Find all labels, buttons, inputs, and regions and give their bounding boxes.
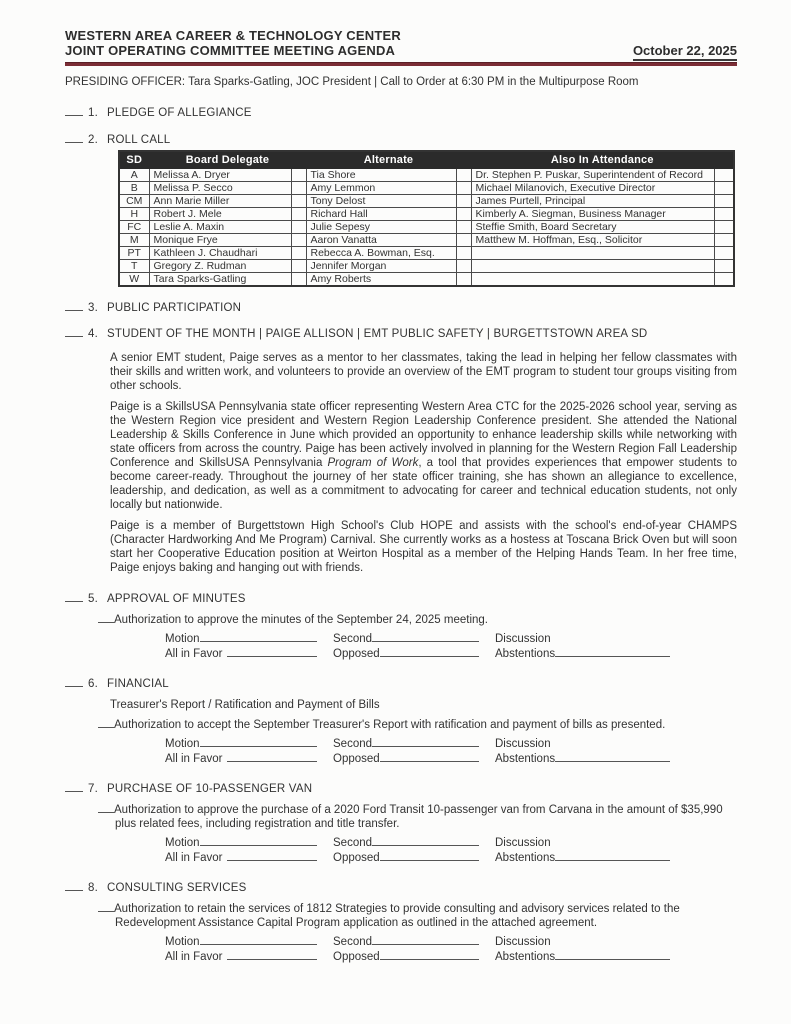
table-row <box>119 220 734 233</box>
blank-line <box>372 632 479 642</box>
item-number: 3. <box>88 301 98 314</box>
item-title: PUBLIC PARTICIPATION <box>107 301 242 314</box>
mark-cell <box>456 246 471 259</box>
delegate-cell: Melissa P. Secco <box>149 181 291 194</box>
student-paragraph-3: Paige is a member of Burgettstown High School's Club HOPE and assists with the school's end-of-year CHAMPS (Character Hardworking And Me Program) Carnival. She currently works as a hostess at Toscana Brick Oven but will soon start her Cooperative Education position at Weirton Hospital as a member of the Helping Hands Team. In her free time, Paige enjoys baking and hanging out with friends. <box>110 519 737 574</box>
agenda-item-van-purchase <box>65 782 737 795</box>
authorization-text: Authorization to approve the purchase of a 2020 Ford Transit 10-passenger van from Carvana in the amount of $35,990 plus related fees, including registration and title transfer. <box>114 803 723 830</box>
treasurers-report-line: Treasurer's Report / Ratification and Payment of Bills <box>110 698 380 711</box>
item-number: 4. <box>88 327 98 340</box>
paragraph-text: Paige is a SkillsUSA Pennsylvania state officer representing Western Area CTC for the 2025-2026 school year, serving as the Western Region vice president and Western Region Leadership Conference president. She attended the National Leadership & Skills Conference in June which provided an opportunity to enhance leadership skills while networking with state officers from across the country. Paige has been actively involved in planning for the Western Region Fall Leadership Conference and SkillsUSA Pennsylvania <box>110 400 737 469</box>
blank-line <box>200 836 317 846</box>
student-paragraph-2 <box>110 400 737 512</box>
table-row <box>119 272 734 286</box>
attendance-cell <box>471 246 714 259</box>
second-label: Second <box>333 632 373 645</box>
delegate-cell: Leslie A. Maxin <box>149 220 291 233</box>
motion-block-consulting <box>165 935 670 965</box>
motion-block-van <box>165 836 670 866</box>
item-title: CONSULTING SERVICES <box>107 881 247 894</box>
attendance-cell: Dr. Stephen P. Puskar, Superintendent of Record <box>471 168 714 181</box>
alternate-cell: Jennifer Morgan <box>306 259 456 272</box>
motion-label: Motion <box>165 737 200 750</box>
authorization-text: Authorization to retain the services of 1812 Strategies to provide consulting and advisory services related to the Redevelopment Assistance Capital Program application as outlined in the attached agreement. <box>114 902 680 929</box>
alternate-cell: Rebecca A. Bowman, Esq. <box>306 246 456 259</box>
mark-cell <box>291 168 306 181</box>
item-number: 5. <box>88 592 98 605</box>
authorization-text: Authorization to approve the minutes of the September 24, 2025 meeting. <box>114 613 488 626</box>
attendance-cell: James Purtell, Principal <box>471 194 714 207</box>
mark-cell <box>456 272 471 286</box>
blank-line <box>555 851 670 861</box>
blank-line <box>65 881 83 891</box>
item-title: APPROVAL OF MINUTES <box>107 592 246 605</box>
header-divider-rule <box>65 62 737 66</box>
blank-line <box>65 677 83 687</box>
table-row <box>119 207 734 220</box>
discussion-label: Discussion <box>495 737 551 750</box>
mark-cell <box>291 233 306 246</box>
mark-cell <box>714 207 734 220</box>
item-number: 1. <box>88 107 98 119</box>
page-title-line1: WESTERN AREA CAREER & TECHNOLOGY CENTER <box>65 28 401 43</box>
mark-cell <box>714 246 734 259</box>
blank-line <box>65 301 83 311</box>
discussion-label: Discussion <box>495 632 551 645</box>
mark-cell <box>291 246 306 259</box>
blank-line <box>227 752 317 762</box>
agenda-item-financial <box>65 677 737 690</box>
presiding-officer-line: PRESIDING OFFICER: Tara Sparks-Gatling, JOC President | Call to Order at 6:30 PM in the Multipurpose Room <box>65 76 639 88</box>
all-in-favor-label: All in Favor <box>165 851 223 864</box>
alternate-cell: Amy Roberts <box>306 272 456 286</box>
blank-line <box>65 106 83 116</box>
agenda-item-consulting <box>65 881 737 894</box>
mark-cell <box>714 259 734 272</box>
abstentions-label: Abstentions <box>495 851 556 864</box>
attendance-cell <box>471 272 714 286</box>
authorization-minutes <box>98 613 740 627</box>
sd-cell: A <box>119 168 149 181</box>
attendance-cell: Michael Milanovich, Executive Director <box>471 181 714 194</box>
blank-line <box>65 133 83 143</box>
table-header-row <box>119 151 734 168</box>
col-header-alternate: Alternate <box>306 151 471 168</box>
blank-line <box>200 737 317 747</box>
mark-cell <box>291 259 306 272</box>
blank-line <box>227 950 317 960</box>
motion-label: Motion <box>165 632 200 645</box>
item-title: STUDENT OF THE MONTH | PAIGE ALLISON | EMT PUBLIC SAFETY | BURGETTSTOWN AREA SD <box>107 327 648 340</box>
col-header-delegate: Board Delegate <box>149 151 306 168</box>
item-number: 7. <box>88 782 98 795</box>
delegate-cell: Ann Marie Miller <box>149 194 291 207</box>
item-number: 2. <box>88 134 98 146</box>
attendance-cell: Steffie Smith, Board Secretary <box>471 220 714 233</box>
mark-cell <box>714 220 734 233</box>
second-label: Second <box>333 737 373 750</box>
blank-line <box>98 804 114 813</box>
meeting-date: October 22, 2025 <box>633 43 737 61</box>
item-number: 8. <box>88 881 98 894</box>
attendance-cell: Matthew M. Hoffman, Esq., Solicitor <box>471 233 714 246</box>
mark-cell <box>456 168 471 181</box>
blank-line <box>380 647 479 657</box>
col-header-attendance: Also In Attendance <box>471 151 734 168</box>
opposed-label: Opposed <box>333 950 380 963</box>
motion-label: Motion <box>165 836 200 849</box>
blank-line <box>555 752 670 762</box>
discussion-label: Discussion <box>495 836 551 849</box>
blank-line <box>380 950 479 960</box>
delegate-cell: Tara Sparks-Gatling <box>149 272 291 286</box>
sd-cell: CM <box>119 194 149 207</box>
blank-line <box>372 737 479 747</box>
sd-cell: PT <box>119 246 149 259</box>
mark-cell <box>714 181 734 194</box>
sd-cell: W <box>119 272 149 286</box>
agenda-item-approval-of-minutes <box>65 592 737 605</box>
delegate-cell: Melissa A. Dryer <box>149 168 291 181</box>
delegate-cell: Monique Frye <box>149 233 291 246</box>
blank-line <box>200 632 317 642</box>
blank-line <box>227 647 317 657</box>
mark-cell <box>456 181 471 194</box>
student-paragraph-1: A senior EMT student, Paige serves as a mentor to her classmates, taking the lead in helping her fellow classmates with their skills and written work, and volunteers to provide an overview of the EMT program to student tour groups visiting from other schools. <box>110 351 737 392</box>
mark-cell <box>456 233 471 246</box>
agenda-item-roll-call <box>65 133 737 146</box>
discussion-label: Discussion <box>495 935 551 948</box>
item-title: PLEDGE OF ALLEGIANCE <box>107 107 252 119</box>
item-title: ROLL CALL <box>107 134 171 146</box>
all-in-favor-label: All in Favor <box>165 647 223 660</box>
table-row <box>119 246 734 259</box>
opposed-label: Opposed <box>333 851 380 864</box>
abstentions-label: Abstentions <box>495 752 556 765</box>
mark-cell <box>291 194 306 207</box>
item-title: FINANCIAL <box>107 677 169 690</box>
mark-cell <box>714 272 734 286</box>
table-row <box>119 168 734 181</box>
blank-line <box>555 950 670 960</box>
sd-cell: M <box>119 233 149 246</box>
roll-call-table <box>118 150 735 287</box>
italic-phrase: Program of Work <box>327 456 419 469</box>
sd-cell: H <box>119 207 149 220</box>
item-title: PURCHASE OF 10-PASSENGER VAN <box>107 782 313 795</box>
blank-line <box>98 614 114 623</box>
delegate-cell: Kathleen J. Chaudhari <box>149 246 291 259</box>
alternate-cell: Richard Hall <box>306 207 456 220</box>
authorization-financial <box>98 718 740 732</box>
mark-cell <box>456 220 471 233</box>
col-header-sd: SD <box>119 151 149 168</box>
abstentions-label: Abstentions <box>495 647 556 660</box>
item-number: 6. <box>88 677 98 690</box>
agenda-item-public-participation <box>65 301 737 314</box>
blank-line <box>372 836 479 846</box>
motion-block-financial <box>165 737 670 767</box>
sd-cell: B <box>119 181 149 194</box>
all-in-favor-label: All in Favor <box>165 752 223 765</box>
mark-cell <box>714 233 734 246</box>
blank-line <box>65 782 83 792</box>
alternate-cell: Aaron Vanatta <box>306 233 456 246</box>
mark-cell <box>291 220 306 233</box>
authorization-van <box>98 803 740 831</box>
mark-cell <box>456 259 471 272</box>
opposed-label: Opposed <box>333 752 380 765</box>
blank-line <box>380 851 479 861</box>
blank-line <box>98 903 114 912</box>
blank-line <box>98 719 114 728</box>
mark-cell <box>291 181 306 194</box>
authorization-consulting <box>98 902 740 930</box>
table-row <box>119 233 734 246</box>
table-row <box>119 194 734 207</box>
table-row <box>119 259 734 272</box>
authorization-text: Authorization to accept the September Treasurer's Report with ratification and payment of bills as presented. <box>114 718 666 731</box>
paragraph-text: , a tool that provides experiences that empower students to become career-ready. Throughout the journey of her state officer training, she has shown an allegiance to excellence, leadership, and dedication, as well as a commitment to advocating for career and technical education students, not only locally but nationwide. <box>110 456 737 511</box>
blank-line <box>65 592 83 602</box>
mark-cell <box>291 272 306 286</box>
alternate-cell: Amy Lemmon <box>306 181 456 194</box>
table-row <box>119 181 734 194</box>
delegate-cell: Robert J. Mele <box>149 207 291 220</box>
opposed-label: Opposed <box>333 647 380 660</box>
alternate-cell: Tia Shore <box>306 168 456 181</box>
agenda-item-student-of-month <box>65 327 737 340</box>
second-label: Second <box>333 836 373 849</box>
sd-cell: T <box>119 259 149 272</box>
mark-cell <box>714 168 734 181</box>
blank-line <box>65 327 83 337</box>
mark-cell <box>714 194 734 207</box>
blank-line <box>200 935 317 945</box>
blank-line <box>555 647 670 657</box>
mark-cell <box>291 207 306 220</box>
abstentions-label: Abstentions <box>495 950 556 963</box>
mark-cell <box>456 194 471 207</box>
blank-line <box>380 752 479 762</box>
alternate-cell: Julie Sepesy <box>306 220 456 233</box>
page-title-line2: JOINT OPERATING COMMITTEE MEETING AGENDA <box>65 43 396 58</box>
alternate-cell: Tony Delost <box>306 194 456 207</box>
sd-cell: FC <box>119 220 149 233</box>
blank-line <box>227 851 317 861</box>
all-in-favor-label: All in Favor <box>165 950 223 963</box>
second-label: Second <box>333 935 373 948</box>
mark-cell <box>456 207 471 220</box>
motion-block-minutes <box>165 632 670 662</box>
delegate-cell: Gregory Z. Rudman <box>149 259 291 272</box>
blank-line <box>372 935 479 945</box>
motion-label: Motion <box>165 935 200 948</box>
agenda-item-pledge <box>65 106 737 119</box>
attendance-cell: Kimberly A. Siegman, Business Manager <box>471 207 714 220</box>
attendance-cell <box>471 259 714 272</box>
